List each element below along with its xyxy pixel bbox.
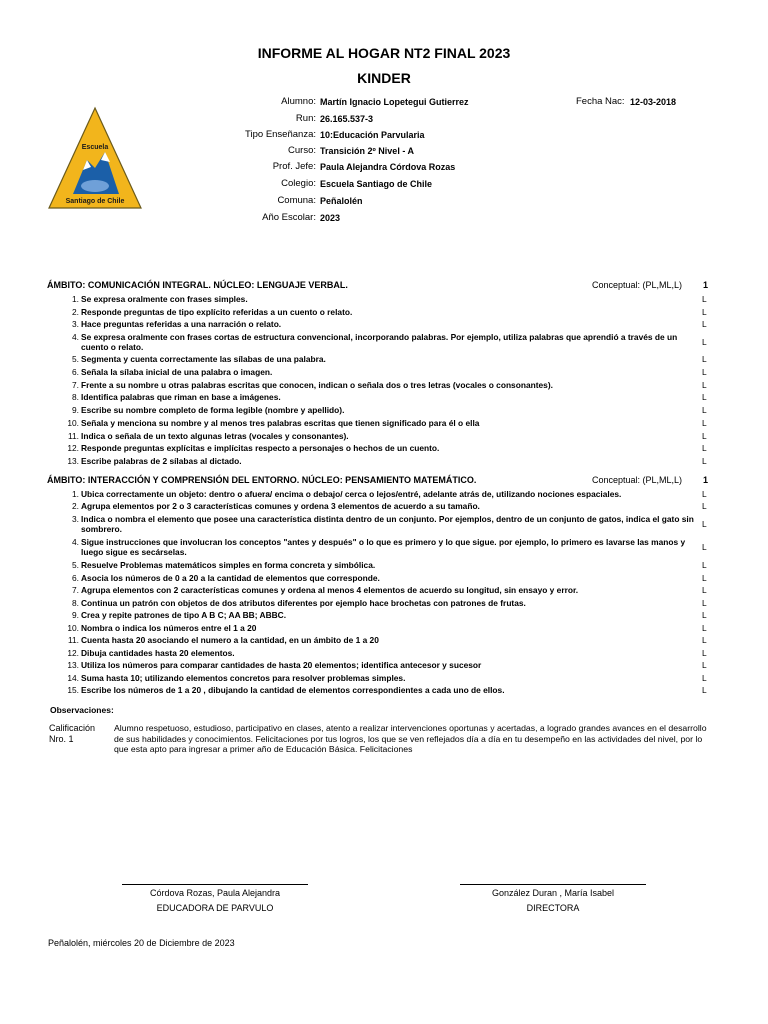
prof-label: Prof. Jefe: bbox=[272, 161, 316, 172]
tipo-label: Tipo Enseñanza: bbox=[245, 129, 316, 140]
school-logo-emblem bbox=[47, 104, 143, 212]
signature-left-name: Córdova Rozas, Paula Alejandra bbox=[149, 888, 281, 898]
section-2-title: ÁMBITO: INTERACCIÓN Y COMPRENSIÓN DEL ENTORNO. NÚCLEO: PENSAMIENTO MATEMÁTICO. bbox=[47, 475, 477, 485]
report-subtitle: KINDER bbox=[357, 70, 411, 86]
anio-value: 2023 bbox=[320, 213, 341, 223]
colegio-label: Colegio: bbox=[281, 178, 316, 189]
signature-left-role: EDUCADORA DE PARVULO bbox=[156, 903, 274, 913]
signature-right-role: DIRECTORA bbox=[526, 903, 580, 913]
report-title: INFORME AL HOGAR NT2 FINAL 2023 bbox=[257, 45, 511, 61]
section-1-conceptual: Conceptual: (PL,ML,L) bbox=[592, 280, 683, 290]
section-1-period: 1 bbox=[703, 280, 709, 290]
comuna-value: Peñalolén bbox=[320, 196, 363, 206]
run-label: Run: bbox=[295, 113, 316, 124]
signature-right-name: González Duran , María Isabel bbox=[491, 888, 615, 898]
place-date: Peñalolén, miércoles 20 de Diciembre de 2023 bbox=[48, 938, 235, 948]
anio-label: Año Escolar: bbox=[262, 212, 316, 223]
observations-text: Alumno respetuoso, estudioso, participativo en clases, atento a realizar intervenciones oportunas y acertadas, a logrado grandes avances en el desarrollo de sus habilidades y conocimientos. Felicitaciones por tus logros, los que se ven reflejados día a día en tu desempeño en las actividades del nivel, por lo que esta apto para ingresar a primer año de Educación Básica. Felicitaciones bbox=[114, 723, 707, 755]
alumno-label: Alumno: bbox=[281, 96, 316, 107]
curso-label: Curso: bbox=[288, 145, 316, 156]
section-2-conceptual: Conceptual: (PL,ML,L) bbox=[592, 475, 683, 485]
signature-line-left bbox=[122, 884, 308, 885]
signature-line-right bbox=[460, 884, 646, 885]
curso-value: Transición 2º Nivel - A bbox=[320, 146, 414, 156]
fecha-value: 12-03-2018 bbox=[630, 97, 677, 107]
run-value: 26.165.537-3 bbox=[320, 114, 374, 124]
logo-bottom-text: Santiago de Chile bbox=[65, 198, 125, 205]
observations-title: Observaciones: bbox=[50, 705, 114, 715]
section-2-period: 1 bbox=[703, 475, 709, 485]
tipo-value: 10:Educación Parvularia bbox=[320, 130, 425, 140]
fecha-label: Fecha Nac: bbox=[576, 96, 625, 107]
prof-value: Paula Alejandra Córdova Rozas bbox=[320, 162, 456, 172]
alumno-value: Martín Ignacio Lopetegui Gutierrez bbox=[320, 97, 469, 107]
logo-top-text: Escuela bbox=[81, 144, 109, 151]
section-1-title: ÁMBITO: COMUNICACIÓN INTEGRAL. NÚCLEO: LENGUAJE VERBAL. bbox=[47, 280, 348, 290]
observations-label: Calificación Nro. 1 bbox=[49, 723, 96, 744]
comuna-label: Comuna: bbox=[277, 195, 316, 206]
school-logo bbox=[47, 104, 143, 212]
colegio-value: Escuela Santiago de Chile bbox=[320, 179, 433, 189]
